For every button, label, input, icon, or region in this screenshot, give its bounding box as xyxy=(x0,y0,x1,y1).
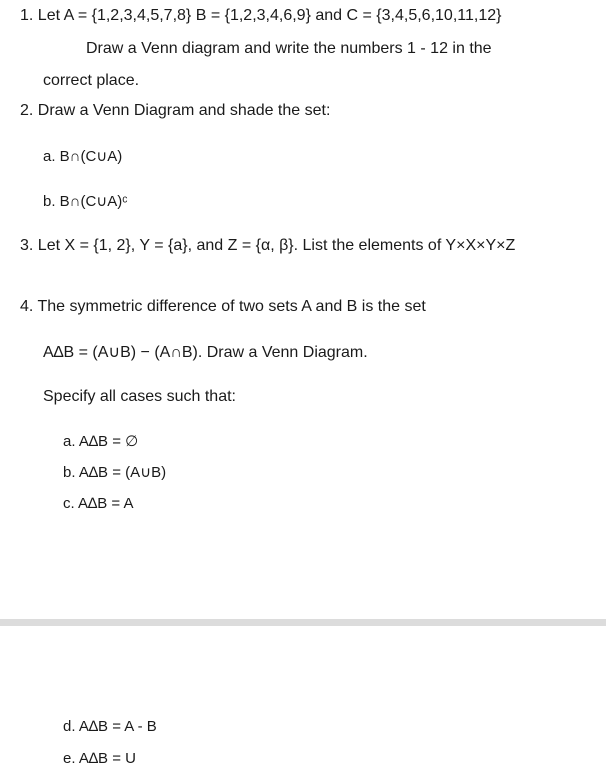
question-4-part-e: e. A∆B = U xyxy=(63,750,136,767)
question-2-prompt: 2. Draw a Venn Diagram and shade the set: xyxy=(20,102,331,119)
question-3-prompt: 3. Let X = {1, 2}, Y = {a}, and Z = {α, β}. List the elements of Y×X×Y×Z xyxy=(20,237,516,254)
question-4-part-c: c. A∆B = A xyxy=(63,495,134,512)
question-4-part-b: b. A∆B = (A∪B) xyxy=(63,464,167,481)
question-2-part-a: a. B∩(C∪A) xyxy=(43,148,123,165)
question-1-line-2: Draw a Venn diagram and write the numbers 1 - 12 in the xyxy=(86,40,492,57)
question-4-line-1: 4. The symmetric difference of two sets A and B is the set xyxy=(20,298,426,315)
page-separator xyxy=(0,619,606,626)
question-4-part-d: d. A∆B = A - B xyxy=(63,718,157,735)
question-4-line-2: A∆B = (A∪B) − (A∩B). Draw a Venn Diagram. xyxy=(43,344,368,361)
question-4-part-a: a. A∆B = ∅ xyxy=(63,433,139,450)
question-1-line-3: correct place. xyxy=(43,72,140,89)
question-4-line-3: Specify all cases such that: xyxy=(43,388,236,405)
question-1-line-1: 1. Let A = {1,2,3,4,5,7,8} B = {1,2,3,4,6,9} and C = {3,4,5,6,10,11,12} xyxy=(20,7,502,24)
question-2-part-b: b. B∩(C∪A)ᶜ xyxy=(43,193,128,210)
